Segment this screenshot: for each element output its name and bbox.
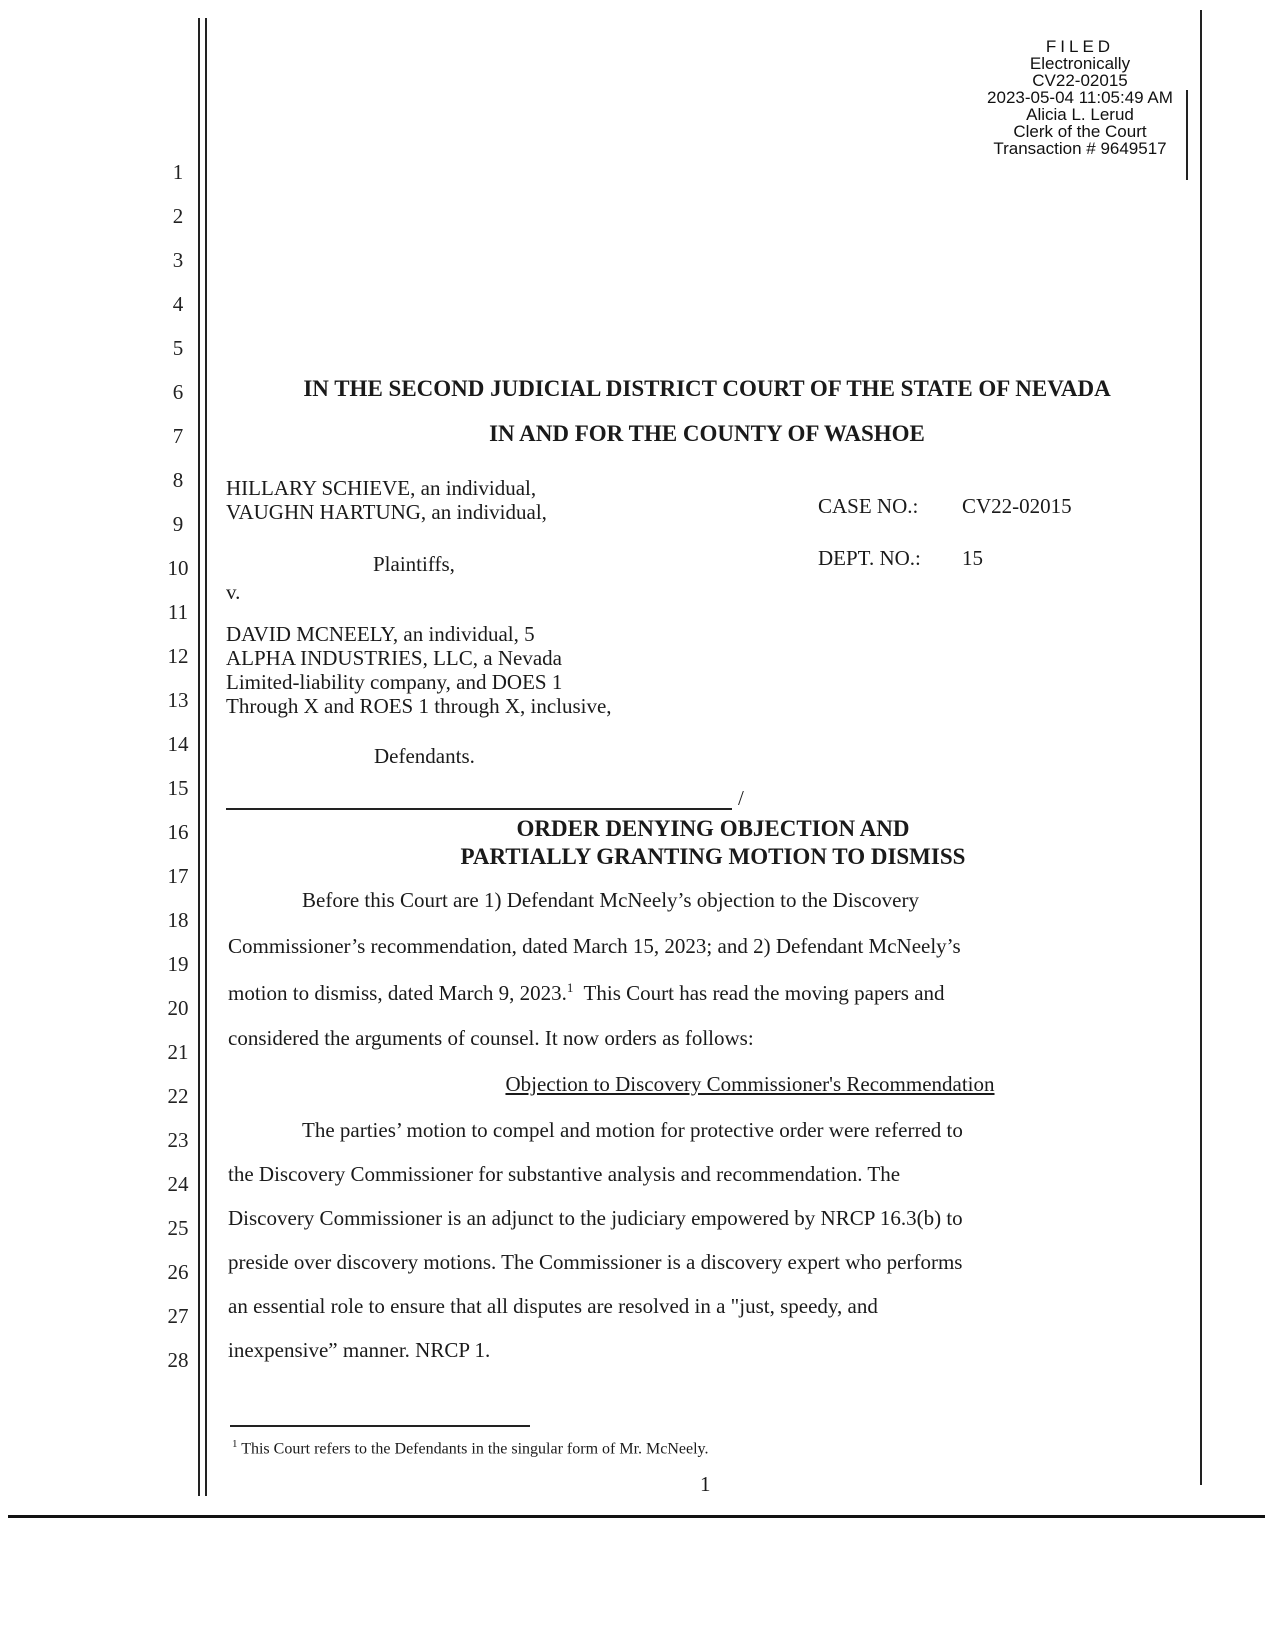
line-number: 14 (167, 732, 189, 756)
line-number: 22 (167, 1084, 189, 1108)
caption-slash: / (738, 786, 744, 810)
body-line-20: considered the arguments of counsel. It now orders as follows: (228, 1026, 754, 1050)
defendant-line-2: ALPHA INDUSTRIES, LLC, a Nevada (226, 646, 562, 670)
line-number: 1 (172, 160, 184, 184)
filing-stamp (940, 38, 1220, 157)
line-number: 18 (167, 908, 189, 932)
line-number: 16 (167, 820, 189, 844)
body-line-25: preside over discovery motions. The Commissioner is a discovery expert who performs (228, 1250, 963, 1274)
line-number: 17 (167, 864, 189, 888)
county-heading: IN AND FOR THE COUNTY OF WASHOE (489, 421, 925, 446)
line-number: 19 (167, 952, 189, 976)
line-number: 24 (167, 1172, 189, 1196)
body-line-18: Commissioner’s recommendation, dated March 15, 2023; and 2) Defendant McNeely’s (228, 934, 961, 958)
versus: v. (226, 580, 241, 604)
court-name-heading: IN THE SECOND JUDICIAL DISTRICT COURT OF THE STATE OF NEVADA (303, 376, 1111, 401)
line-number: 15 (167, 776, 189, 800)
page-bottom-border (8, 1515, 1265, 1518)
line-number: 26 (167, 1260, 189, 1284)
line-number: 21 (167, 1040, 189, 1064)
body-line-26: an essential role to ensure that all disputes are resolved in a "just, speedy, and (228, 1294, 878, 1318)
line-number: 6 (172, 380, 184, 404)
footnote-separator (230, 1425, 530, 1427)
dept-no-label: DEPT. NO.: (818, 546, 921, 570)
defendant-line-3: Limited-liability company, and DOES 1 (226, 670, 563, 694)
page-number: 1 (700, 1472, 711, 1496)
plaintiff-2: VAUGHN HARTUNG, an individual, (226, 500, 547, 524)
line-number: 23 (167, 1128, 189, 1152)
defendant-line-1: DAVID MCNEELY, an individual, 5 (226, 622, 535, 646)
body-line-17: Before this Court are 1) Defendant McNeely’s objection to the Discovery (302, 888, 919, 912)
line-number: 9 (172, 512, 184, 536)
line-number: 2 (172, 204, 184, 228)
line-number: 20 (167, 996, 189, 1020)
left-margin-rule-1 (198, 18, 200, 1496)
dept-no-value: 15 (962, 546, 983, 570)
body-line-19 (228, 980, 1198, 1006)
order-title-line-1: ORDER DENYING OBJECTION AND (516, 816, 910, 841)
body-line-27: inexpensive” manner. NRCP 1. (228, 1338, 491, 1362)
line-number: 13 (167, 688, 189, 712)
left-margin-rule-2 (205, 18, 207, 1496)
stamp-electronically: Electronically (1029, 54, 1131, 73)
stamp-filed: FILED (1045, 37, 1115, 56)
line-number: 8 (172, 468, 184, 492)
case-no-label: CASE NO.: (818, 494, 919, 518)
body-line-19-a: motion to dismiss, dated March 9, 2023. (228, 981, 567, 1005)
line-number: 11 (167, 600, 189, 624)
line-number: 12 (167, 644, 189, 668)
line-number: 3 (172, 248, 184, 272)
line-number: 5 (172, 336, 184, 360)
line-number: 4 (172, 292, 184, 316)
footnote-ref: 1 (566, 980, 574, 995)
plaintiff-1: HILLARY SCHIEVE, an individual, (226, 476, 537, 500)
stamp-datetime: 2023-05-04 11:05:49 AM (987, 88, 1173, 107)
footnote-marker: 1 (232, 1438, 238, 1450)
body-line-19-b: This Court has read the moving papers and (573, 981, 945, 1005)
footnote-text: This Court refers to the Defendants in the singular form of Mr. McNeely. (237, 1440, 709, 1458)
caption-divider-line (226, 808, 732, 810)
footnote (232, 1438, 709, 1458)
line-number: 7 (172, 424, 184, 448)
body-line-23: the Discovery Commissioner for substantive analysis and recommendation. The (228, 1162, 901, 1186)
right-margin-rule (1200, 10, 1202, 1485)
line-number: 27 (167, 1304, 189, 1328)
line-number: 28 (167, 1348, 189, 1372)
line-number: 10 (167, 556, 189, 580)
stamp-clerk-name: Alicia L. Lerud (1026, 105, 1134, 124)
plaintiffs-label: Plaintiffs, (373, 552, 455, 576)
stamp-clerk-title: Clerk of the Court (1013, 122, 1147, 141)
defendants-label: Defendants. (374, 744, 475, 768)
line-number: 25 (167, 1216, 189, 1240)
defendant-line-4: Through X and ROES 1 through X, inclusive, (226, 694, 612, 718)
case-no-value: CV22-02015 (962, 494, 1072, 518)
stamp-transaction: Transaction # 9649517 (993, 139, 1167, 158)
order-title-line-2: PARTIALLY GRANTING MOTION TO DISMISS (460, 844, 966, 869)
section-heading: Objection to Discovery Commissioner's Recommendation (505, 1072, 995, 1096)
body-line-24: Discovery Commissioner is an adjunct to the judiciary empowered by NRCP 16.3(b) to (228, 1206, 963, 1230)
stamp-case-no: CV22-02015 (1032, 71, 1128, 90)
body-line-22: The parties’ motion to compel and motion for protective order were referred to (302, 1118, 963, 1142)
